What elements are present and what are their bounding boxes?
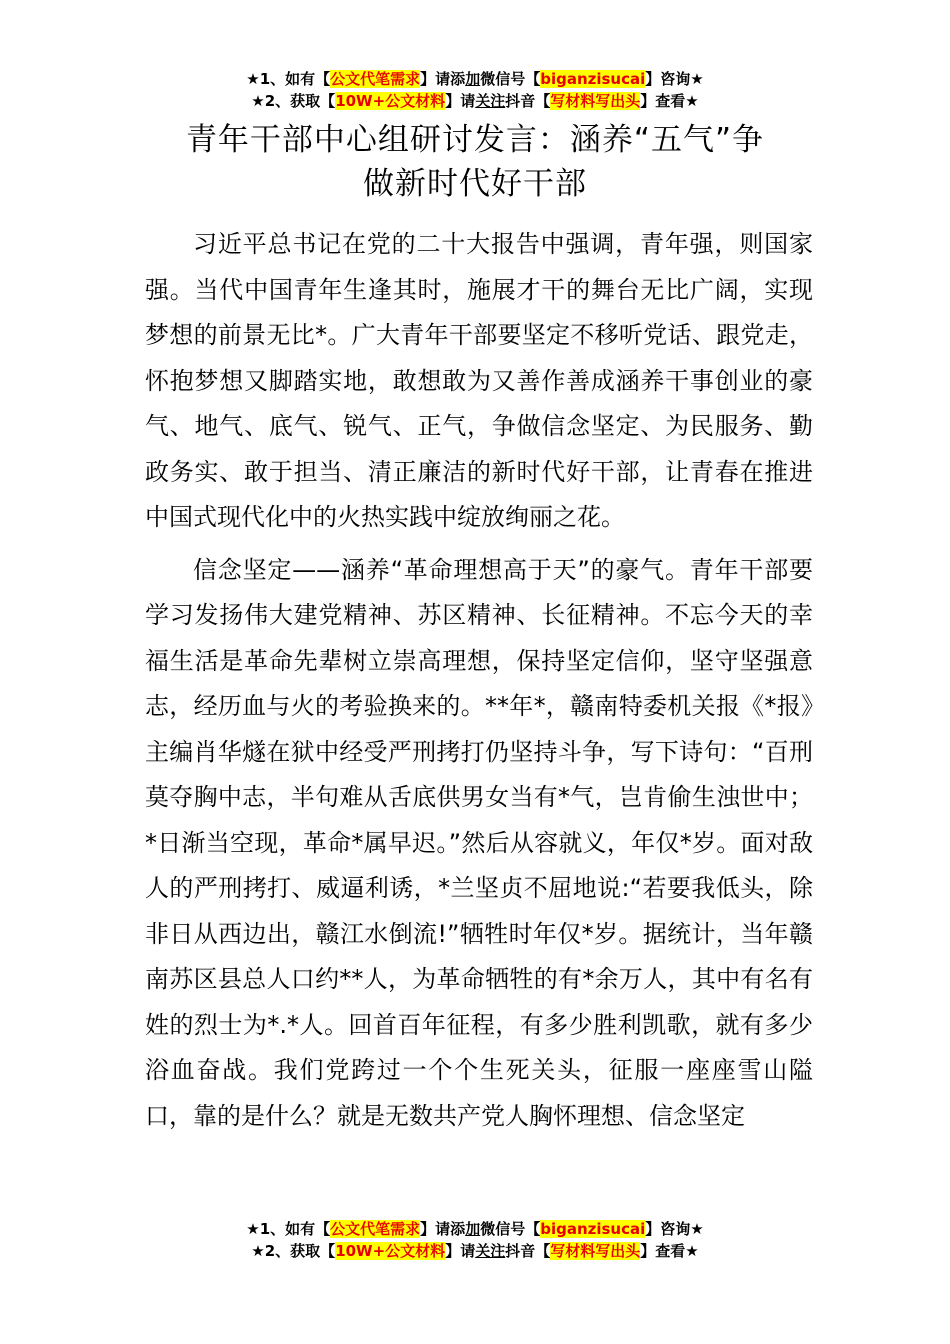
banner-text: 】请 bbox=[445, 92, 476, 110]
banner-text: 微信号【 bbox=[480, 1220, 541, 1238]
highlight-douyin-account: 写材料写出头 bbox=[550, 92, 641, 110]
highlight-service: 公文代笔需求 bbox=[330, 1220, 421, 1238]
highlight-douyin-account: 写材料写出头 bbox=[550, 1242, 641, 1260]
banner-text: 抖音【 bbox=[505, 92, 551, 110]
banner-text: 】请添 bbox=[420, 1220, 466, 1238]
banner-text: 】查看★ bbox=[640, 1242, 699, 1260]
highlight-wechat-id: biganzisucai bbox=[540, 70, 646, 88]
banner-text: 】请添 bbox=[420, 70, 466, 88]
banner-text-underlined: 加 bbox=[465, 1220, 481, 1238]
paragraph-intro: 习近平总书记在党的二十大报告中强调，青年强，则国家强。当代中国青年生逢其时，施展才干的舞台无比广阔，实现梦想的前景无比*。广大青年干部要坚定不移听党话、跟党走，怀抱梦想又脚踏实地，敢想敢为又善作善成涵养干事创业的豪气、地气、底气、锐气、正气，争做信念坚定、为民服务、勤政务实、敢于担当、清正廉洁的新时代好干部，让青春在推进中国式现代化中的火热实践中绽放绚丽之花。 bbox=[145, 230, 813, 531]
banner-text: 微信号【 bbox=[480, 70, 541, 88]
banner-text-underlined: 加 bbox=[465, 70, 481, 88]
banner-text: 】查看★ bbox=[640, 92, 699, 110]
paragraph-section-1: 信念坚定——涵养“革命理想高于天”的豪气。青年干部要学习发扬伟大建党精神、苏区精神、长征精神。不忘今天的幸福生活是革命先辈树立崇高理想，保持坚定信仰，坚守坚强意志，经历血与火的考验换来的。**年*，赣南特委机关报《*报》主编肖华燧在狱中经受严刑拷打仍坚持斗争，写下诗句：“百刑莫夺胸中志，半句难从舌底供男女当有*气，岂肯偷生浊世中；*日渐当空现，革命*属早迟。”然后从容就义，年仅*岁。面对敌人的严刑拷打、威逼利诱，*兰坚贞不屈地说:“若要我低头，除非日从西边出，赣江水倒流!”牺牲时年仅*岁。据统计，当年赣南苏区县总人口约**人，为革命牺牲的有*余万人，其中有名有姓的烈士为*.*人。回首百年征程，有多少胜利凯歌，就有多少浴血奋战。我们党跨过一个个生死关头，征服一座座雪山隘口，靠的是什么？就是无数共产党人胸怀理想、信念坚定 bbox=[145, 555, 813, 1130]
banner-text: ★1、如有【 bbox=[246, 1220, 331, 1238]
banner-text: 抖音【 bbox=[505, 1242, 551, 1260]
banner-text-underlined: 关注 bbox=[475, 92, 506, 110]
banner-text: ★1、如有【 bbox=[246, 70, 331, 88]
document-title bbox=[140, 118, 810, 206]
banner-line-2 bbox=[0, 1240, 950, 1262]
highlight-materials: 10W+公文材料 bbox=[335, 1242, 446, 1260]
banner-text: ★2、获取【 bbox=[251, 1242, 336, 1260]
footer-banner bbox=[0, 1218, 950, 1262]
banner-text: 】咨询★ bbox=[645, 1220, 704, 1238]
banner-text: ★2、获取【 bbox=[251, 92, 336, 110]
title-line-1: 青年干部中心组研讨发言：涵养“五气”争 bbox=[185, 122, 765, 158]
title-line-2: 做新时代好干部 bbox=[363, 166, 587, 202]
banner-text-underlined: 关注 bbox=[475, 1242, 506, 1260]
banner-text: 】咨询★ bbox=[645, 70, 704, 88]
banner-text: 】请 bbox=[445, 1242, 476, 1260]
banner-line-1 bbox=[0, 1218, 950, 1240]
document-body bbox=[145, 222, 813, 1139]
header-banner bbox=[0, 68, 950, 112]
banner-line-2 bbox=[0, 90, 950, 112]
highlight-service: 公文代笔需求 bbox=[330, 70, 421, 88]
highlight-materials: 10W+公文材料 bbox=[335, 92, 446, 110]
banner-line-1 bbox=[0, 68, 950, 90]
highlight-wechat-id: biganzisucai bbox=[540, 1220, 646, 1238]
